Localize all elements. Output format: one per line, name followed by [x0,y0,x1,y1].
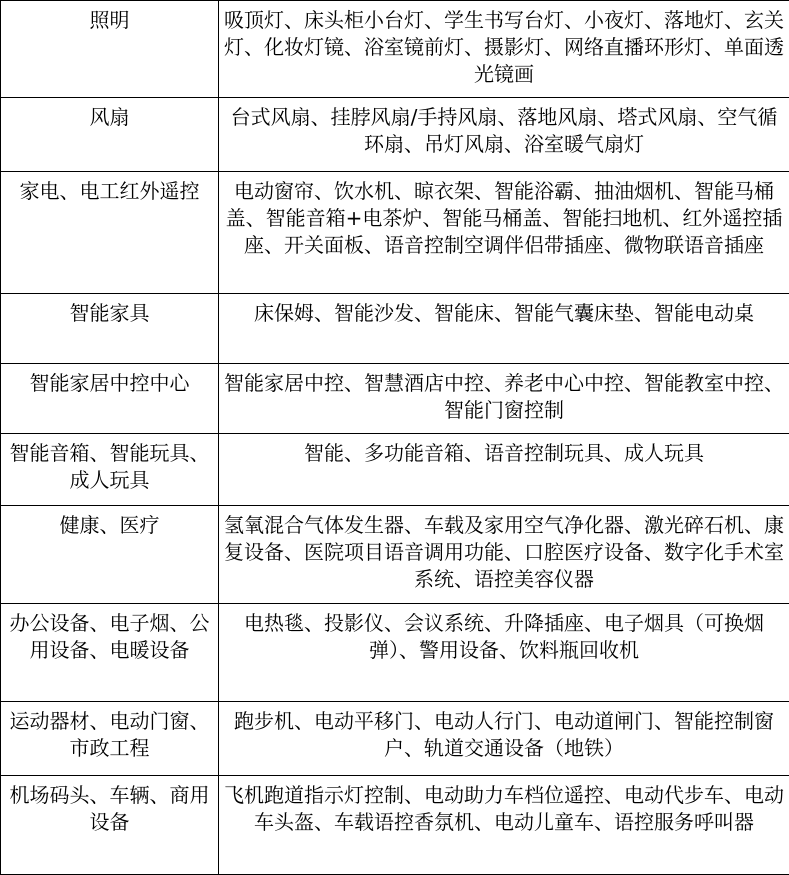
items-cell: 电热毯、投影仪、会议系统、升降插座、电子烟具（可换烟弹）、警用设备、饮料瓶回收机 [219,604,789,702]
table-row [1,702,789,776]
category-cell: 健康、医疗 [1,506,219,604]
table-row [1,364,789,434]
table-row [1,604,789,702]
table-row [1,172,789,294]
items-cell: 跑步机、电动平移门、电动人行门、电动道闸门、智能控制窗户、轨道交通设备（地铁） [219,702,789,776]
category-cell: 智能音箱、智能玩具、成人玩具 [1,434,219,506]
category-cell: 机场码头、车辆、商用设备 [1,776,219,875]
items-cell: 智能家居中控、智慧酒店中控、养老中心中控、智能教室中控、智能门窗控制 [219,364,789,434]
category-cell: 家电、电工红外遥控 [1,172,219,294]
items-cell: 台式风扇、挂脖风扇/手持风扇、落地风扇、塔式风扇、空气循环扇、吊灯风扇、浴室暖气扇灯 [219,98,789,172]
category-cell: 风扇 [1,98,219,172]
items-cell: 床保姆、智能沙发、智能床、智能气囊床垫、智能电动桌 [219,294,789,364]
items-cell: 智能、多功能音箱、语音控制玩具、成人玩具 [219,434,789,506]
category-cell: 智能家居中控中心 [1,364,219,434]
items-cell: 飞机跑道指示灯控制、电动助力车档位遥控、电动代步车、电动车头盔、车载语控香氛机、电动儿童车、语控服务呼叫器 [219,776,789,875]
table-row [1,1,789,98]
category-cell: 智能家具 [1,294,219,364]
table-row [1,434,789,506]
category-cell: 照明 [1,1,219,98]
table-row [1,506,789,604]
items-cell: 吸顶灯、床头柜小台灯、学生书写台灯、小夜灯、落地灯、玄关灯、化妆灯镜、浴室镜前灯、摄影灯、网络直播环形灯、单面透光镜画 [219,1,789,98]
table-row [1,294,789,364]
table-row [1,98,789,172]
items-cell: 氢氧混合气体发生器、车载及家用空气净化器、激光碎石机、康复设备、医院项目语音调用功能、口腔医疗设备、数字化手术室系统、语控美容仪器 [219,506,789,604]
category-cell: 办公设备、电子烟、公用设备、电暖设备 [1,604,219,702]
table-row [1,776,789,875]
items-cell: 电动窗帘、饮水机、晾衣架、智能浴霸、抽油烟机、智能马桶盖、智能音箱+电茶炉、智能马桶盖、智能扫地机、红外遥控插座、开关面板、语音控制空调伴侣带插座、微物联语音插座 [219,172,789,294]
category-cell: 运动器材、电动门窗、市政工程 [1,702,219,776]
